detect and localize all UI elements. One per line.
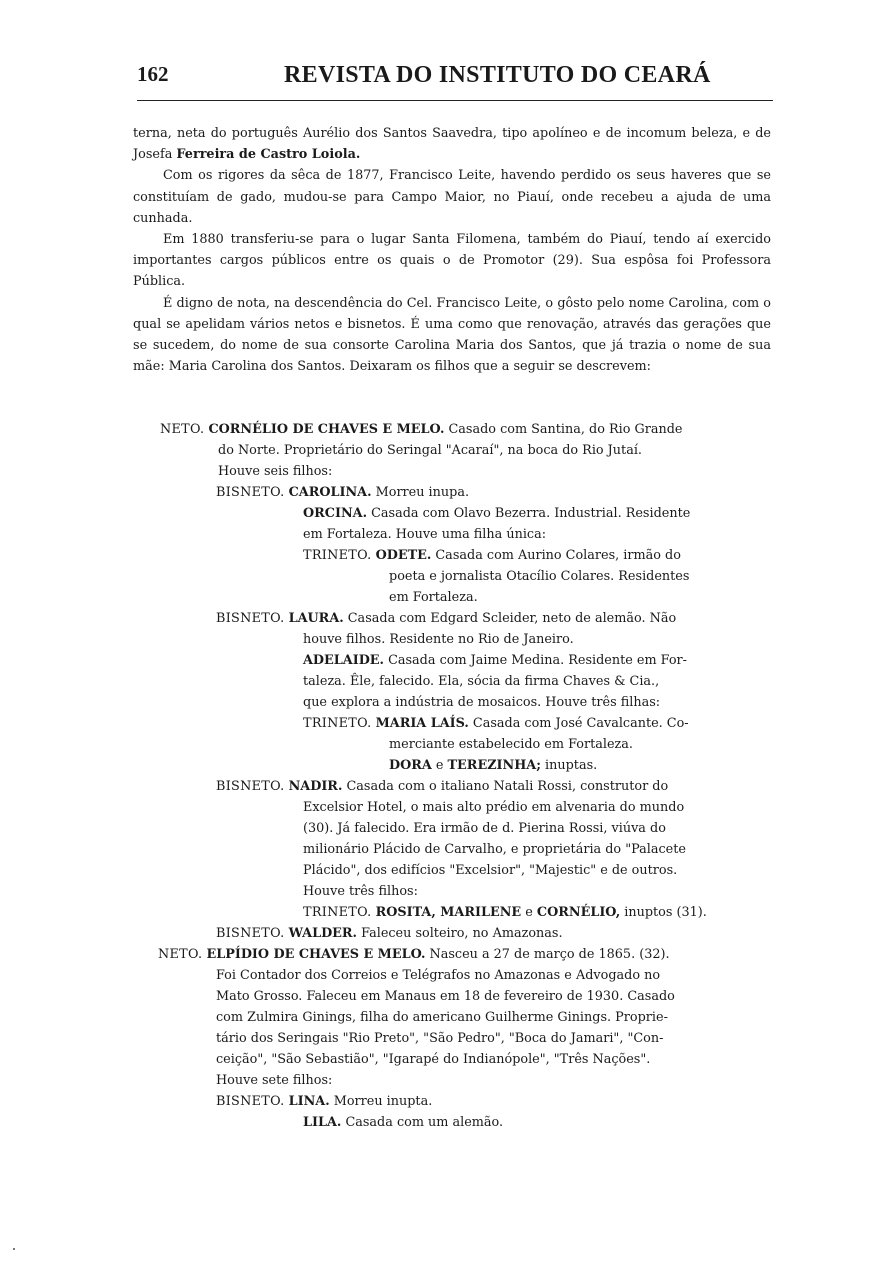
genealogy-line: Plácido", dos edifícios "Excelsior", "Majestic" e de outros. xyxy=(303,863,678,878)
entry-text: inuptos (31). xyxy=(620,905,707,920)
paragraph xyxy=(133,123,771,165)
genealogy-line: Mato Grosso. Faleceu em Manaus em 18 de fevereiro de 1930. Casado xyxy=(216,989,675,1004)
genealogy-line: taleza. Êle, falecido. Ela, sócia da firma Chaves & Cia., xyxy=(303,674,660,689)
genealogy-line xyxy=(303,545,681,566)
genealogy-line xyxy=(303,503,690,524)
generation-label: BISNETO. xyxy=(216,485,285,500)
genealogy-line: Foi Contador dos Correios e Telégrafos no Amazonas e Advogado no xyxy=(216,968,661,983)
person-name: DORA xyxy=(389,758,432,773)
entry-text: Morreu inupa. xyxy=(371,485,470,500)
person-name: ORCINA. xyxy=(303,506,368,521)
person-name: CORNÉLIO DE CHAVES E MELO. xyxy=(208,422,445,437)
person-name: ADELAIDE. xyxy=(303,653,384,668)
generation-label: NETO. xyxy=(158,947,203,962)
genealogy-line xyxy=(216,482,469,503)
genealogy-line xyxy=(303,902,707,923)
entry-text: Nasceu a 27 de março de 1865. (32). xyxy=(425,947,670,962)
genealogy-line: Houve sete filhos: xyxy=(216,1073,333,1088)
genealogy-line xyxy=(216,608,676,629)
entry-text: e xyxy=(431,758,448,773)
genealogy-line xyxy=(303,713,689,734)
genealogy-line xyxy=(389,755,597,776)
generation-label: NETO. xyxy=(160,422,205,437)
person-name: ELPÍDIO DE CHAVES E MELO. xyxy=(206,947,426,962)
person-name: ODETE. xyxy=(375,548,432,563)
generation-label: TRINETO. xyxy=(303,905,372,920)
genealogy-line: em Fortaleza. Houve uma filha única: xyxy=(303,527,547,542)
entry-text: Casada com Aurino Colares, irmão do xyxy=(431,548,681,563)
person-name: LINA. xyxy=(288,1094,330,1109)
entry-text: Casada com Olavo Bezerra. Industrial. Residente xyxy=(367,506,691,521)
paragraph: Em 1880 transferiu-se para o lugar Santa Filomena, também do Piauí, tendo aí exercido importantes cargos públicos entre os quais o de Promotor (29). Sua espôsa foi Professora Pública. xyxy=(133,232,771,290)
person-name: NADIR. xyxy=(288,779,343,794)
genealogy-line: milionário Plácido de Carvalho, e proprietária do "Palacete xyxy=(303,842,686,857)
genealogy-line: em Fortaleza. xyxy=(389,590,478,605)
genealogy-line xyxy=(216,923,563,944)
genealogy-line xyxy=(303,1112,503,1133)
generation-label: TRINETO. xyxy=(303,548,372,563)
person-name: LAURA. xyxy=(288,611,344,626)
paragraph: Com os rigores da sêca de 1877, Francisco Leite, havendo perdido os seus haveres que se constituíam de gado, mudou-se para Campo Maior, no Piauí, onde recebeu a ajuda de uma cunhada. xyxy=(133,168,771,226)
scan-mark xyxy=(13,1248,15,1250)
genealogy-line xyxy=(160,419,682,440)
entry-text: Casada com um alemão. xyxy=(341,1115,504,1130)
entry-text: Faleceu solteiro, no Amazonas. xyxy=(357,926,563,941)
genealogy-line xyxy=(216,776,668,797)
genealogy-line: Houve três filhos: xyxy=(303,884,418,899)
entry-text: Casado com Santina, do Rio Grande xyxy=(444,422,683,437)
genealogy-line: Excelsior Hotel, o mais alto prédio em alvenaria do mundo xyxy=(303,800,685,815)
generation-label: BISNETO. xyxy=(216,611,285,626)
person-name: CORNÉLIO, xyxy=(536,905,621,920)
page-number: 162 xyxy=(137,62,169,86)
genealogy-line: que explora a indústria de mosaicos. Houve três filhas: xyxy=(303,695,661,710)
entry-text: Casada com Edgard Scleider, neto de alemão. Não xyxy=(343,611,677,626)
generation-label: TRINETO. xyxy=(303,716,372,731)
genealogy-line: merciante estabelecido em Fortaleza. xyxy=(389,737,633,752)
genealogy-line: Houve seis filhos: xyxy=(218,464,333,479)
genealogy-line xyxy=(216,1091,432,1112)
genealogy-line: do Norte. Proprietário do Seringal "Acaraí", na boca do Rio Jutaí. xyxy=(218,443,642,458)
person-name: MARIA LAÍS. xyxy=(375,716,469,731)
person-name: TEREZINHA; xyxy=(447,758,541,773)
genealogy-line: houve filhos. Residente no Rio de Janeiro. xyxy=(303,632,574,647)
genealogy-line: com Zulmira Ginings, filha do americano Guilherme Ginings. Proprie- xyxy=(216,1010,668,1025)
generation-label: BISNETO. xyxy=(216,926,285,941)
entry-text: Morreu inupta. xyxy=(329,1094,433,1109)
entry-text: e xyxy=(521,905,537,920)
entry-text: Casada com José Cavalcante. Co- xyxy=(468,716,689,731)
entry-text: inuptas. xyxy=(540,758,598,773)
entry-text: Casada com o italiano Natali Rossi, construtor do xyxy=(342,779,669,794)
person-name: WALDER. xyxy=(288,926,358,941)
paragraph-text: terna, neta do português Aurélio dos Santos Saavedra, tipo apolíneo e de incomum beleza, e de Josefa xyxy=(133,126,771,163)
person-name: Ferreira de Castro Loiola. xyxy=(176,147,361,163)
entry-text: Casada com Jaime Medina. Residente em For- xyxy=(384,653,688,668)
genealogy-line: tário dos Seringais "Rio Preto", "São Pedro", "Boca do Jamari", "Con- xyxy=(216,1031,664,1046)
paragraph: É digno de nota, na descendência do Cel. Francisco Leite, o gôsto pelo nome Carolina, com o qual se apelidam vários netos e bisnetos. É uma como que renovação, através das gerações que se sucedem, do nome de sua consorte Carolina Maria dos Santos, que já trazia o nome de sua mãe: Maria Carolina dos Santos. Deixaram os filhos que a seguir se descrevem: xyxy=(133,295,771,375)
page-header xyxy=(137,62,773,101)
generation-label: BISNETO. xyxy=(216,1094,285,1109)
genealogy-line: ceição", "São Sebastião", "Igarapé do Indianópole", "Três Nações". xyxy=(216,1052,651,1067)
generation-label: BISNETO. xyxy=(216,779,285,794)
person-name: ROSITA, MARILENE xyxy=(375,905,522,920)
intro-text xyxy=(133,123,771,377)
genealogy-line xyxy=(303,650,687,671)
person-name: CAROLINA. xyxy=(288,485,372,500)
person-name: LILA. xyxy=(303,1115,342,1130)
genealogy-line: poeta e jornalista Otacílio Colares. Residentes xyxy=(389,569,690,584)
genealogy-line: (30). Já falecido. Era irmão de d. Pierina Rossi, viúva do xyxy=(303,821,666,836)
running-title: REVISTA DO INSTITUTO DO CEARÁ xyxy=(284,62,711,88)
genealogy-line xyxy=(158,944,670,965)
